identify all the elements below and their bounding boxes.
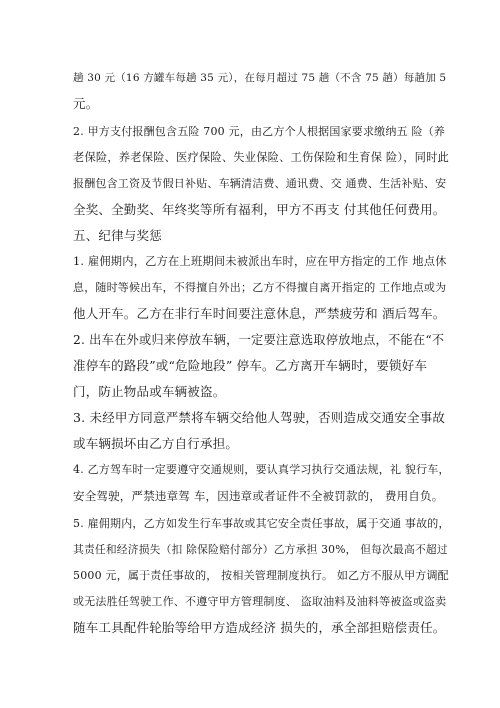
text-line: 报酬包含工资及节假日补贴、车辆清洁费、通讯费、交 通费、生活补贴、安 [73,177,447,190]
text-line: 2. 甲方支付报酬包含五险 700 元，由乙方个人根据国家要求缴纳五 险（养 [73,125,446,138]
text-line: 2. 出车在外或归来停放车辆，一定要注意选取停放地点，不能在“不 [73,333,445,347]
text-line: 安全驾驶，严禁违章驾 车，因违章或者证件不全被罚款的， 费用自负。 [73,489,444,503]
text-line: 或无法胜任驾驶工作、不遵守甲方管理制度、 盗取油料及油料等被盗或盗卖 [73,595,447,608]
text-line: 或车辆损坏由乙方自行承担。 [73,436,239,451]
text-line: 5000 元，属于责任事故的， 按相关管理制度执行。 如乙方不服从甲方调配 [73,569,449,582]
text-line: 3. 未经甲方同意严禁将车辆交给他人驾驶，否则造成交通安全事故 [73,410,446,425]
text-line: 1. 雇佣期内，乙方在上班期间未被派出车时，应在甲方指定的工作 地点休 [73,255,447,268]
text-line: 趟 30 元（16 方罐车每趟 35 元），在每月超过 75 趟（不含 75 趟）每趟加 5 [73,72,447,84]
text-line: 元。 [73,96,99,111]
section-heading: 五、纪律与奖惩 [73,228,162,243]
text-line: 4. 乙方驾车时一定要遵守交通规则，要认真学习执行交通法规，礼 貌行车， [73,463,450,476]
text-line: 全奖、全勤奖、年终奖等所有福利，甲方不再支 付其他任何费用。 [73,202,446,217]
text-line: 准停车的路段”或“危险地段” 停车。乙方离开车辆时，要锁好车 [73,358,428,373]
text-line: 息，随时等候出车，不得擅自外出；乙方不得擅自离开指定的 工作地点或为 [73,281,447,294]
text-line: 门，防止物品或车辆被盗。 [73,384,226,399]
text-line: 5. 雇佣期内，乙方如发生行车事故或其它安全责任事故，属于交通 事故的， [73,517,450,530]
text-line: 随车工具配件轮胎等给甲方造成经济 损失的，承全部担赔偿责任。 [73,620,446,635]
text-line: 其责任和经济损失（扣 除保险赔付部分）乙方承担 30%， 但每次最高不超过 [73,543,448,556]
text-line: 他人开车。乙方在非行车时间要注意休息，严禁疲劳和 酒后驾车。 [73,306,446,321]
text-line: 老保险，养老保险、医疗保险、失业保险、工伤保险和生育保 险），同时此 [73,151,450,164]
